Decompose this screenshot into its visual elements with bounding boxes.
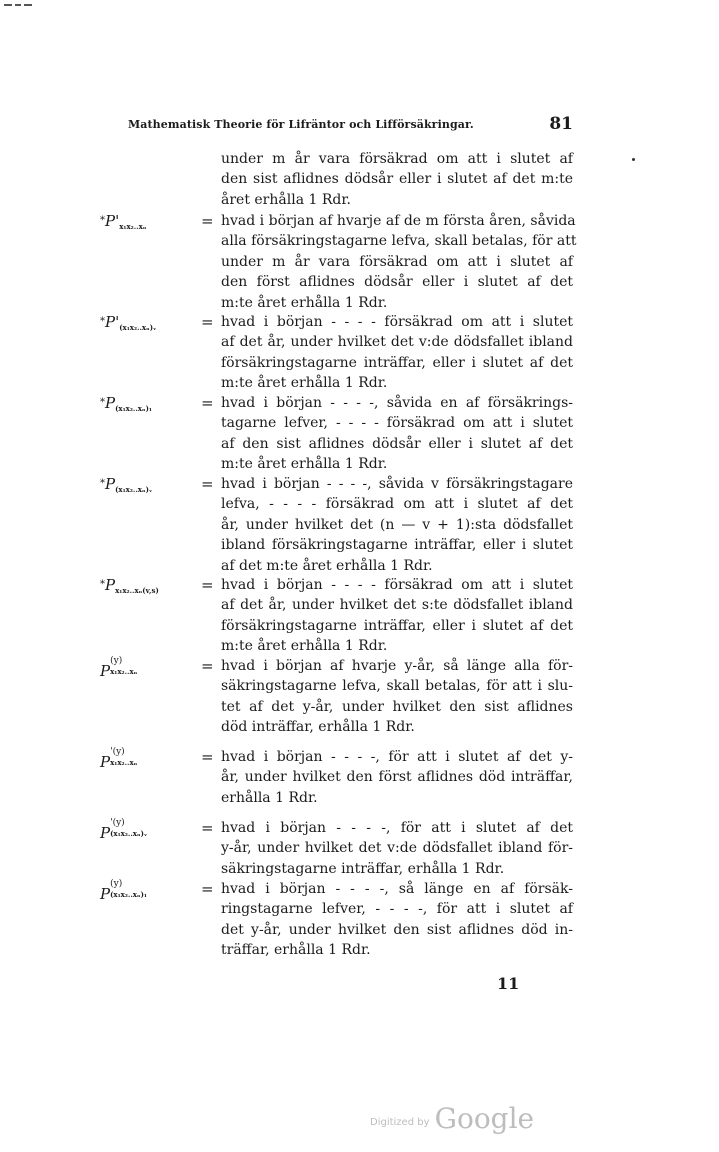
text-line: y-år, under hvilket det v:de dödsfallet ibland för- — [221, 840, 573, 857]
text-line: året erhålla 1 Rdr. — [221, 191, 351, 208]
equals-sign: = — [201, 819, 214, 837]
text-line: hvad i början - - - - försäkrad om att i slutet — [221, 314, 573, 330]
subscript: x₁x₂..xₙ — [119, 222, 147, 231]
watermark-prefix: Digitized by — [370, 1117, 430, 1128]
equals-sign: = — [201, 313, 214, 331]
index-stack — [110, 747, 170, 767]
text-line: det y-år, under hvilket den sist aflidnes död in- — [221, 921, 573, 938]
symbol-letter: P' — [105, 313, 120, 331]
subscript: (x₁x₂..xₙ)₁ — [115, 404, 152, 413]
text-line: lefva, - - - - försäkrad om att i slutet af det — [221, 496, 573, 513]
definition-text — [221, 393, 573, 475]
text-line: säkringstagarne inträffar, erhålla 1 Rdr. — [221, 860, 505, 877]
superscript: (y) — [110, 879, 123, 889]
text-line: erhålla 1 Rdr. — [221, 789, 318, 806]
subscript: (x₁x₂..xₙ)ᵥ — [115, 485, 153, 494]
index-stack — [110, 879, 170, 899]
text-line: hvad i början - - - -, för att i slutet af det y- — [221, 749, 573, 765]
asterisk-mark: * — [100, 316, 105, 327]
formula-symbol — [100, 575, 200, 601]
symbol-letter: P — [100, 753, 111, 771]
equals-sign: = — [201, 657, 214, 675]
equals-sign: = — [201, 475, 214, 493]
subscript: (x₁x₂..xₙ)ᵥ — [119, 323, 157, 332]
text-line: säkringstagarne lefva, skall betalas, för att i slu- — [221, 678, 573, 695]
text-line: den först aflidnes dödsår eller i slutet af det — [221, 274, 573, 291]
ink-speck — [632, 158, 635, 161]
text-line: af det år, under hvilket det v:de dödsfallet ibland — [221, 334, 573, 351]
running-head: Mathematisk Theorie för Lifräntor och Lifförsäkringar. — [128, 118, 474, 131]
equals-sign: = — [201, 880, 214, 898]
subscript: x₁x₂..xₙ — [110, 758, 138, 767]
signature-mark: 11 — [497, 974, 520, 993]
text-line: tet af det y-år, under hvilket den sist aflidnes — [221, 698, 573, 715]
formula-symbol — [100, 312, 200, 338]
superscript: (y) — [110, 656, 123, 666]
definition-text — [221, 211, 577, 313]
text-line: alla försäkringstagarne lefva, skall betalas, för att — [221, 233, 577, 250]
definition-text — [221, 312, 573, 394]
digitized-watermark — [370, 1102, 534, 1135]
text-line: hvad i början - - - -, för att i slutet af det — [221, 820, 573, 836]
superscript: '(y) — [110, 747, 125, 757]
text-line: försäkringstagarne inträffar, eller i slutet af det — [221, 354, 573, 371]
equals-sign: = — [201, 212, 214, 230]
formula-symbol — [100, 747, 200, 772]
formula-symbol — [100, 474, 200, 500]
text-line: ringstagarne lefver, - - - -, för att i slutet af — [221, 901, 573, 918]
page-number: 81 — [549, 114, 573, 134]
definition-text — [221, 575, 573, 657]
google-logo: Google — [434, 1102, 535, 1135]
asterisk-mark: * — [100, 478, 105, 489]
subscript: x₁x₂..xₙ(v,s) — [115, 586, 159, 595]
text-line: försäkringstagarne inträffar, eller i slutet af det — [221, 617, 573, 634]
asterisk-mark: * — [100, 397, 105, 408]
text-line: hvad i början af hvarje af de m första åren, såvida — [221, 213, 576, 229]
text-line: hvad i början - - - -, så länge en af försäk- — [221, 881, 573, 897]
equals-sign: = — [201, 576, 214, 594]
text-line: tagarne lefver, - - - - försäkrad om att i slutet — [221, 415, 573, 432]
equals-sign: = — [201, 748, 214, 766]
text-line: ibland försäkringstagarne inträffar, eller i slutet — [221, 537, 573, 554]
formula-symbol — [100, 656, 200, 681]
definition-text — [221, 818, 573, 879]
text-line: af det år, under hvilket det s:te dödsfallet ibland — [221, 597, 573, 614]
symbol-letter: P' — [105, 212, 120, 230]
superscript: '(y) — [110, 818, 125, 828]
scan-corner-mark — [4, 4, 36, 8]
text-line: år, under hvilket det (n — v + 1):sta dödsfallet — [221, 516, 573, 533]
text-line: år, under hvilket den först aflidnes död inträffar, — [221, 769, 573, 786]
definition-text — [221, 656, 573, 738]
formula-symbol — [100, 393, 200, 419]
symbol-letter: P — [105, 394, 116, 412]
text-line: under m år vara försäkrad om att i slutet af — [221, 151, 573, 167]
text-line: m:te året erhålla 1 Rdr. — [221, 456, 388, 473]
text-line: hvad i början - - - -, såvida v försäkringstagare — [221, 476, 573, 492]
asterisk-mark: * — [100, 579, 105, 590]
subscript: x₁x₂..xₙ — [110, 667, 138, 676]
symbol-letter: P — [105, 576, 116, 594]
formula-symbol — [100, 879, 200, 904]
text-line: under m år vara försäkrad om att i slutet af — [221, 253, 573, 270]
formula-symbol — [100, 211, 200, 237]
page-header — [128, 114, 573, 136]
text-line: m:te året erhålla 1 Rdr. — [221, 638, 388, 655]
index-stack — [110, 656, 170, 676]
text-line: död inträffar, erhålla 1 Rdr. — [221, 719, 415, 736]
text-line: hvad i början - - - -, såvida en af försäkrings- — [221, 395, 573, 411]
text-line: m:te året erhålla 1 Rdr. — [221, 294, 388, 311]
text-line: af det m:te året erhålla 1 Rdr. — [221, 557, 433, 574]
index-stack — [110, 818, 170, 838]
asterisk-mark: * — [100, 215, 105, 226]
text-line: m:te året erhålla 1 Rdr. — [221, 375, 388, 392]
formula-symbol — [100, 818, 200, 843]
subscript: (x₁x₂..xₙ)ᵥ — [110, 829, 148, 838]
text-line: den sist aflidnes dödsår eller i slutet af det m:te — [221, 171, 573, 188]
intro-paragraph — [221, 149, 573, 210]
definition-text — [221, 747, 573, 808]
definition-text — [221, 474, 573, 576]
symbol-letter: P — [100, 662, 111, 680]
symbol-letter: P — [100, 885, 111, 903]
text-line: af den sist aflidnes dödsår eller i slutet af det — [221, 435, 573, 452]
subscript: (x₁x₂..xₙ)₁ — [110, 890, 147, 899]
text-line: träffar, erhålla 1 Rdr. — [221, 942, 371, 959]
text-line: hvad i början - - - - försäkrad om att i slutet — [221, 577, 573, 593]
definition-text — [221, 879, 573, 961]
text-line: hvad i början af hvarje y-år, så länge alla för- — [221, 658, 573, 674]
equals-sign: = — [201, 394, 214, 412]
symbol-letter: P — [100, 824, 111, 842]
symbol-letter: P — [105, 475, 116, 493]
